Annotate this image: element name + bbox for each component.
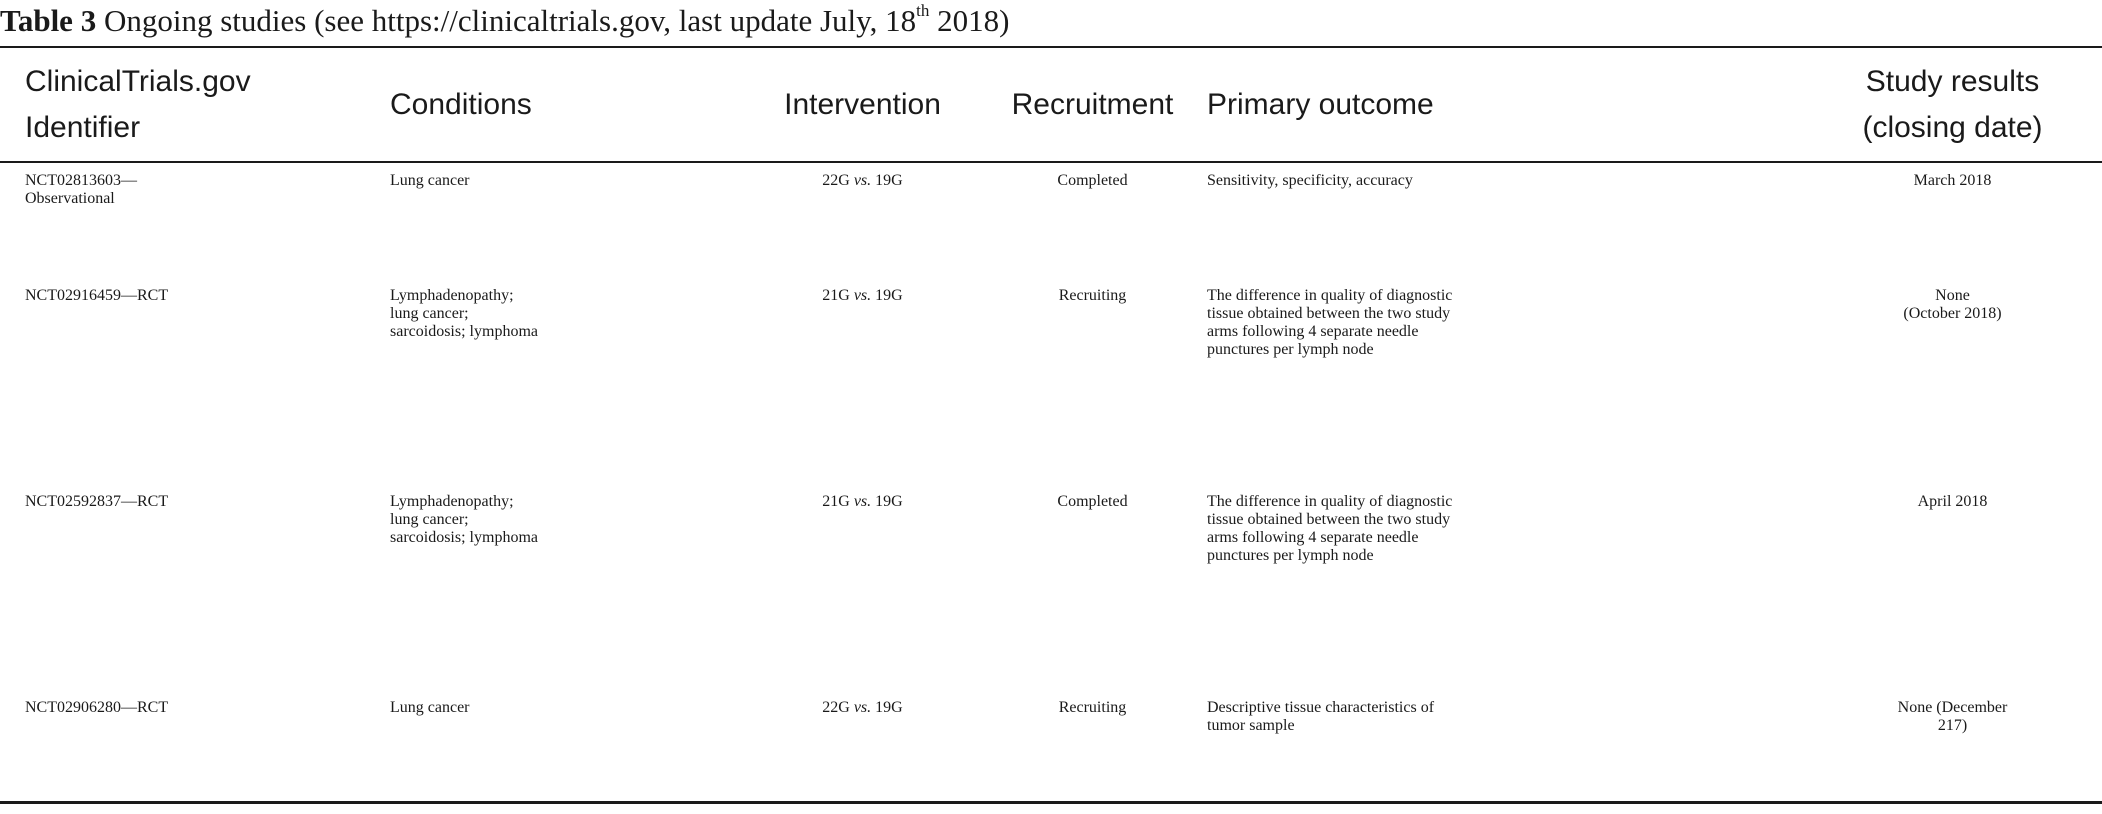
table-row: [0, 287, 2102, 493]
table-row: [0, 172, 2102, 287]
header-primary-outcome: Primary outcome: [1207, 88, 1434, 121]
header-recruitment: Recruitment: [1011, 88, 1174, 121]
cell-primary-outcome: Sensitivity, specificity, accuracy: [1207, 172, 1413, 189]
cell-intervention: 21G vs. 19G: [822, 287, 903, 304]
cell-identifier: NCT02916459—RCT: [25, 287, 169, 304]
cell-primary-outcome: Descriptive tissue characteristics of tumor sample: [1207, 699, 1435, 734]
cell-recruitment: Recruiting: [1058, 287, 1127, 304]
header-conditions: Conditions: [390, 88, 532, 121]
studies-table: [0, 48, 2102, 161]
table-label: Table 3: [0, 3, 97, 38]
cell-study-results: March 2018: [1913, 172, 1992, 189]
cell-identifier: NCT02906280—RCT: [25, 699, 169, 716]
cell-conditions: Lung cancer: [390, 699, 470, 716]
cell-study-results: None (December 217): [1897, 699, 2008, 734]
cell-recruitment: Completed: [1057, 172, 1128, 189]
table-body: [0, 172, 2102, 814]
cell-study-results: None (October 2018): [1903, 287, 2002, 322]
header-intervention: Intervention: [784, 88, 941, 121]
table-row: [0, 493, 2102, 699]
cell-identifier: NCT02592837—RCT: [25, 493, 169, 510]
cell-conditions: Lung cancer: [390, 172, 470, 189]
table-caption: [0, 0, 1009, 46]
table-header-row: [0, 48, 2102, 161]
table-title-superscript: th: [916, 0, 930, 20]
cell-primary-outcome: The difference in quality of diagnostic tissue obtained between the two study arms following 4 separate needle punctures per lymph node: [1207, 287, 1453, 358]
cell-recruitment: Completed: [1057, 493, 1128, 510]
table-title-end: 2018): [929, 3, 1010, 38]
cell-study-results: April 2018: [1917, 493, 1988, 510]
table-bottom-rule: [0, 801, 2102, 804]
header-identifier: ClinicalTrials.gov Identifier: [25, 65, 251, 144]
cell-intervention: 22G vs. 19G: [822, 172, 903, 189]
header-study-results: Study results (closing date): [1862, 65, 2043, 144]
cell-intervention: 22G vs. 19G: [822, 699, 903, 716]
cell-conditions: Lymphadenopathy; lung cancer; sarcoidosis; lymphoma: [390, 493, 538, 546]
cell-recruitment: Recruiting: [1058, 699, 1127, 716]
table-row: [0, 699, 2102, 814]
table-title: Ongoing studies (see https://clinicaltrials.gov, last update July, 18: [103, 3, 917, 38]
cell-primary-outcome: The difference in quality of diagnostic tissue obtained between the two study arms following 4 separate needle punctures per lymph node: [1207, 493, 1453, 564]
cell-conditions: Lymphadenopathy; lung cancer; sarcoidosis; lymphoma: [390, 287, 538, 340]
cell-intervention: 21G vs. 19G: [822, 493, 903, 510]
table-header-rule: [0, 161, 2102, 163]
cell-identifier: NCT02813603— Observational: [25, 172, 137, 207]
